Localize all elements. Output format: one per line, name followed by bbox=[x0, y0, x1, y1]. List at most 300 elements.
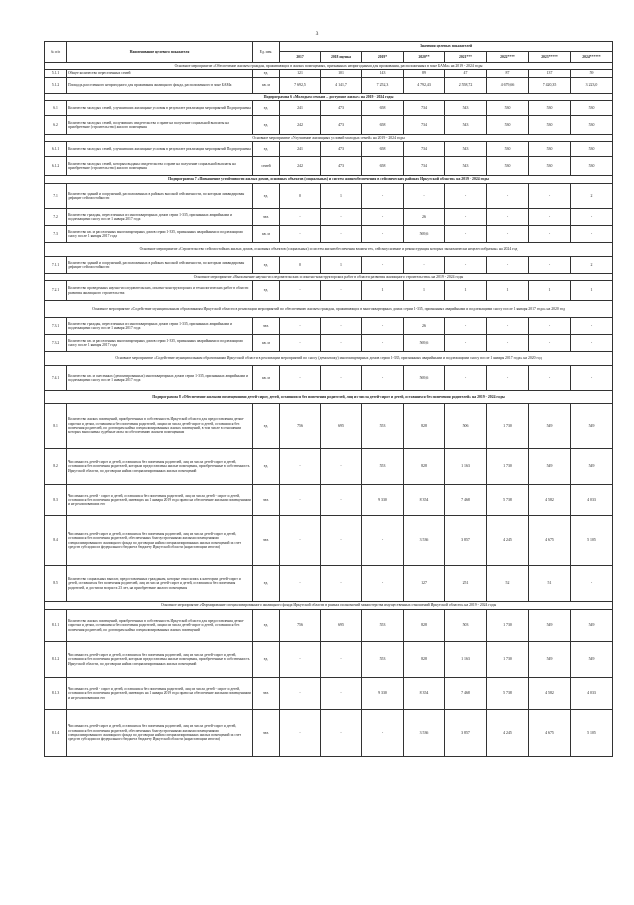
value-cell: - bbox=[362, 184, 404, 209]
value-cell: - bbox=[280, 485, 321, 516]
header-year: 2019* bbox=[362, 52, 404, 63]
value-cell: 4 675 bbox=[529, 516, 571, 566]
indicator-name: Количество жилых помещений, приобретенных в собственность Иркутской области для предоставления детям-сиротам и детям, оставшимся без попечения родителей, лицам из числа детей-сирот и детей, оставшихся без попечения родителей, по договорам найма специализированных жилых помещений bbox=[67, 610, 253, 642]
value-cell: 569,6 bbox=[404, 335, 445, 352]
value-cell: 734 bbox=[404, 142, 445, 157]
unit-cell: кв. м bbox=[253, 226, 280, 243]
indicator-name: Количество граждан, переселенных из многоквартирных домов серии 1-335, признанных аварийными и подлежащими сносу после 1 января 2017 года bbox=[67, 209, 253, 226]
value-cell: 242 bbox=[280, 116, 321, 135]
section-title: Основное мероприятие «Выполнение научно-исследовательских и опытно-конструкторских работ в области развития жилищного строительства» на 2019 - 2024 годы bbox=[45, 274, 613, 281]
unit-cell: ед. bbox=[253, 566, 280, 602]
row-number: 7.1 bbox=[45, 184, 67, 209]
subprogram-title: Подпрограмма 8 «Обеспечение жилыми помещениями детей-сирот, детей, оставшихся без попечения родителей, лиц из числа детей-сирот и детей, оставшихся без попечения родителей» на 2019 - 2024 годы bbox=[45, 391, 613, 404]
header-values: Значения целевых показателей bbox=[280, 42, 613, 52]
value-cell: - bbox=[529, 226, 571, 243]
table-row bbox=[45, 142, 613, 157]
table-row bbox=[45, 318, 613, 335]
value-cell: 506 bbox=[445, 404, 487, 449]
indicator-name: Количество кв. м расселенных многоквартирных домов серии 1-335, признанных аварийными и подлежащими сносу после 1 января 2017 года bbox=[67, 335, 253, 352]
value-cell: 1 bbox=[362, 281, 404, 301]
page-number: 3 bbox=[315, 31, 319, 37]
unit-cell: ед. bbox=[253, 610, 280, 642]
value-cell: 543 bbox=[445, 142, 487, 157]
value-cell: 3 857 bbox=[445, 516, 487, 566]
table-row bbox=[45, 209, 613, 226]
unit-cell: чел. bbox=[253, 209, 280, 226]
section-title: Основное мероприятие «Содействие муниципальным образованиям Иркутской области в реализации мероприятий по сносу (демонтажу) многоквартирных домов серии 1-335, признанных аварийными и подлежащими сносу после 1 января 2017 года» на 2020 год bbox=[45, 352, 613, 366]
value-cell: - bbox=[362, 366, 404, 391]
value-cell: - bbox=[280, 366, 321, 391]
section-title: Основное мероприятие «Улучшение жилищных условий молодых семей» на 2019 - 2024 годы bbox=[45, 135, 613, 142]
value-cell: 553 bbox=[362, 642, 404, 678]
value-cell: 5 105 bbox=[571, 516, 613, 566]
indicator-name: Количество граждан, переселенных из многоквартирных домов серии 1-335, признанных аварийными и подлежащими сносу после 1 января 2017 года bbox=[67, 318, 253, 335]
table-row bbox=[45, 516, 613, 566]
value-cell: 569,6 bbox=[404, 366, 445, 391]
value-cell: - bbox=[280, 335, 321, 352]
header-year: 2020** bbox=[404, 52, 445, 63]
value-cell: - bbox=[321, 710, 362, 757]
value-cell: 569,6 bbox=[404, 226, 445, 243]
row-number: 6.1.1 bbox=[45, 142, 67, 157]
table-row bbox=[45, 257, 613, 274]
indicator-name: Площадь расселенного непригодного для проживания жилищного фонда, расположенного в зоне БАМа bbox=[67, 78, 253, 94]
value-cell: - bbox=[445, 366, 487, 391]
value-cell: 530 bbox=[571, 116, 613, 135]
table-row bbox=[45, 710, 613, 757]
value-cell: 4 582 bbox=[529, 678, 571, 710]
row-number: 8.3 bbox=[45, 485, 67, 516]
value-cell: - bbox=[571, 566, 613, 602]
value-cell: 5 738 bbox=[487, 678, 529, 710]
value-cell: - bbox=[321, 449, 362, 485]
value-cell: - bbox=[487, 184, 529, 209]
table-row bbox=[45, 449, 613, 485]
section-row bbox=[45, 391, 613, 404]
unit-cell: семей bbox=[253, 157, 280, 176]
value-cell: 543 bbox=[445, 157, 487, 176]
value-cell: 503 bbox=[445, 610, 487, 642]
section-row bbox=[45, 352, 613, 366]
value-cell: - bbox=[487, 318, 529, 335]
indicator-name: Численность детей - сирот и детей, оставшихся без попечения родителей, лиц из числа детей - сирот и детей, оставшихся без попечения родителей, имеющих на 1 января 2019 года право на обеспечение жилыми помещениями и не реализовавших его bbox=[67, 485, 253, 516]
value-cell: - bbox=[529, 184, 571, 209]
value-cell: 0 bbox=[280, 257, 321, 274]
value-cell: 549 bbox=[571, 642, 613, 678]
header-year: 2022**** bbox=[487, 52, 529, 63]
value-cell: - bbox=[571, 209, 613, 226]
indicator-name: Численность детей - сирот и детей, оставшихся без попечения родителей, лиц из числа детей - сирот и детей, оставшихся без попечения родителей, имеющих на 1 января 2019 года право на обеспечение жилыми помещениями и не реализовавших его bbox=[67, 678, 253, 710]
unit-cell: чел. bbox=[253, 710, 280, 757]
value-cell: 473 bbox=[321, 142, 362, 157]
value-cell: 5 738 bbox=[487, 485, 529, 516]
value-cell: - bbox=[321, 226, 362, 243]
unit-cell: ед. bbox=[253, 449, 280, 485]
value-cell: - bbox=[280, 281, 321, 301]
value-cell: 143 bbox=[362, 70, 404, 78]
value-cell: 137 bbox=[529, 70, 571, 78]
value-cell: - bbox=[487, 209, 529, 226]
value-cell: 695 bbox=[321, 404, 362, 449]
indicator-name: Количество молодых семей, которым выданы свидетельства о праве на получение социальной выплаты на приобретение (строительство) жилого помещения bbox=[67, 157, 253, 176]
value-cell: 553 bbox=[362, 449, 404, 485]
value-cell: 1 bbox=[571, 281, 613, 301]
row-number: 8.4 bbox=[45, 516, 67, 566]
value-cell: - bbox=[280, 566, 321, 602]
row-number: 6.1.2 bbox=[45, 157, 67, 176]
value-cell: 1 730 bbox=[487, 404, 529, 449]
value-cell: 1 bbox=[445, 281, 487, 301]
row-number: 7.3.1 bbox=[45, 318, 67, 335]
table-row bbox=[45, 610, 613, 642]
value-cell: - bbox=[321, 209, 362, 226]
section-row bbox=[45, 274, 613, 281]
value-cell: - bbox=[404, 184, 445, 209]
value-cell: 473 bbox=[321, 116, 362, 135]
table-row bbox=[45, 485, 613, 516]
value-cell: - bbox=[321, 318, 362, 335]
value-cell: 4 792,43 bbox=[404, 78, 445, 94]
section-title: Основное мероприятие «Содействие муниципальным образованиям Иркутской области в реализации мероприятий по обеспечению жильем граждан, проживающих в многоквартирных домах серии 1-335, признанных аварийными и подлежащими сносу после 1 января 2017 года» на 2020 год bbox=[45, 301, 613, 318]
value-cell: - bbox=[529, 257, 571, 274]
section-row bbox=[45, 135, 613, 142]
value-cell: 734 bbox=[404, 116, 445, 135]
value-cell: - bbox=[362, 318, 404, 335]
value-cell: 241 bbox=[280, 101, 321, 116]
value-cell: 101 bbox=[321, 70, 362, 78]
unit-cell: ед. bbox=[253, 257, 280, 274]
value-cell: 8 354 bbox=[404, 485, 445, 516]
value-cell: 1 bbox=[487, 281, 529, 301]
value-cell: 26 bbox=[404, 318, 445, 335]
value-cell: 695 bbox=[321, 610, 362, 642]
value-cell: 7 252,3 bbox=[362, 78, 404, 94]
unit-cell: ед. bbox=[253, 281, 280, 301]
value-cell: 1 163 bbox=[445, 449, 487, 485]
value-cell: 1 bbox=[321, 257, 362, 274]
value-cell: 2 558,72 bbox=[445, 78, 487, 94]
value-cell: 549 bbox=[529, 404, 571, 449]
row-number: 8.1.4 bbox=[45, 710, 67, 757]
indicator-name: Количество зданий и сооружений, расположенных в районах высокой сейсмичности, по которым ликвидирован дефицит сейсмостойкости bbox=[67, 257, 253, 274]
value-cell: 2 bbox=[571, 184, 613, 209]
header-year: 2023***** bbox=[529, 52, 571, 63]
value-cell: 3 536 bbox=[404, 516, 445, 566]
table-row bbox=[45, 157, 613, 176]
row-number: 6.1 bbox=[45, 101, 67, 116]
row-number: 7.2.1 bbox=[45, 281, 67, 301]
value-cell: 543 bbox=[445, 101, 487, 116]
value-cell: 9 330 bbox=[362, 678, 404, 710]
unit-cell: ед. bbox=[253, 116, 280, 135]
value-cell: 4 582 bbox=[529, 485, 571, 516]
value-cell: 26 bbox=[404, 209, 445, 226]
value-cell: - bbox=[280, 209, 321, 226]
unit-cell: ед. bbox=[253, 70, 280, 78]
indicator-name: Общее количество переселенных семей bbox=[67, 70, 253, 78]
value-cell: - bbox=[571, 335, 613, 352]
value-cell: - bbox=[362, 566, 404, 602]
indicator-name: Количество кв. м снесенных (демонтированных) многоквартирных домов серии 1-335, признанных аварийными и подлежащими сносу после 1 января 2017 года bbox=[67, 366, 253, 391]
value-cell: 473 bbox=[321, 157, 362, 176]
value-cell: 51 bbox=[529, 566, 571, 602]
value-cell: - bbox=[529, 318, 571, 335]
section-row bbox=[45, 602, 613, 610]
unit-cell: чел. bbox=[253, 318, 280, 335]
table-row bbox=[45, 335, 613, 352]
value-cell: 734 bbox=[404, 157, 445, 176]
row-number: 8.2 bbox=[45, 449, 67, 485]
value-cell: 828 bbox=[404, 449, 445, 485]
value-cell: 530 bbox=[487, 142, 529, 157]
unit-cell: чел. bbox=[253, 678, 280, 710]
table-row bbox=[45, 70, 613, 78]
value-cell: - bbox=[404, 257, 445, 274]
value-cell: 734 bbox=[404, 101, 445, 116]
value-cell: 4 245 bbox=[487, 516, 529, 566]
table-row bbox=[45, 101, 613, 116]
value-cell: 7 692,5 bbox=[280, 78, 321, 94]
value-cell: - bbox=[487, 366, 529, 391]
value-cell: 0 bbox=[280, 184, 321, 209]
value-cell: 549 bbox=[571, 449, 613, 485]
value-cell: 828 bbox=[404, 404, 445, 449]
value-cell: - bbox=[487, 335, 529, 352]
indicator-name: Численность детей-сирот и детей, оставшихся без попечения родителей, лиц из числа детей-сирот и детей, оставшихся без попечения родителей, которым предоставлены жилые помещения, приобретенные в собственность Иркутской области, по договорам найма специализированных жилых помещений bbox=[67, 449, 253, 485]
value-cell: 1 730 bbox=[487, 449, 529, 485]
indicator-name: Количество молодых семей, улучшивших жилищные условия в результате реализации мероприятий Подпрограммы bbox=[67, 101, 253, 116]
value-cell: 4 033 bbox=[571, 678, 613, 710]
value-cell: - bbox=[529, 335, 571, 352]
value-cell: 4 675 bbox=[529, 710, 571, 757]
value-cell: - bbox=[529, 209, 571, 226]
value-cell: - bbox=[362, 209, 404, 226]
indicator-name: Численность детей-сирот и детей, оставшихся без попечения родителей, лиц из числа детей-сирот и детей, оставшихся без попечения родителей, обеспеченных благоустроенными жилыми помещениями специализированного жилищного фонда по договорам найма специализированных жилых помещений за счет средств субсидии из федерального бюджета бюджету Иркутской области (нарастающим итогом) bbox=[67, 710, 253, 757]
value-cell: - bbox=[487, 226, 529, 243]
value-cell: 7 468 bbox=[445, 485, 487, 516]
row-number: 7.2 bbox=[45, 209, 67, 226]
row-number: 8.5 bbox=[45, 566, 67, 602]
row-number: 8.1.2 bbox=[45, 642, 67, 678]
value-cell: 530 bbox=[487, 116, 529, 135]
table-row bbox=[45, 566, 613, 602]
value-cell: 5 105 bbox=[571, 710, 613, 757]
section-row bbox=[45, 63, 613, 70]
value-cell: 9 330 bbox=[362, 485, 404, 516]
unit-cell: ед. bbox=[253, 642, 280, 678]
value-cell: 251 bbox=[445, 566, 487, 602]
section-title: Основное мероприятие «Обеспечение жильем граждан, проживающих в жилых помещениях, признанных непригодными для проживания, расположенных в зоне БАМа» на 2019 - 2024 годы bbox=[45, 63, 613, 70]
value-cell: - bbox=[571, 366, 613, 391]
subprogram-title: Подпрограмма 7 «Повышение устойчивости жилых домов, основных объектов (социальных) и систем жизнеобеспечения в сейсмических районах Иркутской области» на 2019 - 2024 годы bbox=[45, 176, 613, 184]
unit-cell: кв. м bbox=[253, 366, 280, 391]
table-row bbox=[45, 678, 613, 710]
value-cell: 553 bbox=[362, 404, 404, 449]
value-cell: 549 bbox=[529, 642, 571, 678]
value-cell: 549 bbox=[529, 449, 571, 485]
value-cell: 530 bbox=[529, 116, 571, 135]
value-cell: 828 bbox=[404, 642, 445, 678]
value-cell: 549 bbox=[529, 610, 571, 642]
indicator-name: Количество кв. м расселенных многоквартирных домов серии 1-335, признанных аварийными и подлежащими сносу после 1 января 2017 года bbox=[67, 226, 253, 243]
value-cell: 658 bbox=[362, 116, 404, 135]
value-cell: 127 bbox=[404, 566, 445, 602]
value-cell: - bbox=[280, 318, 321, 335]
value-cell: 530 bbox=[529, 101, 571, 116]
value-cell: 1 163 bbox=[445, 642, 487, 678]
section-row bbox=[45, 176, 613, 184]
value-cell: 530 bbox=[529, 157, 571, 176]
value-cell: 530 bbox=[487, 157, 529, 176]
value-cell: 549 bbox=[571, 404, 613, 449]
value-cell: 530 bbox=[487, 101, 529, 116]
value-cell: - bbox=[362, 335, 404, 352]
value-cell: - bbox=[321, 566, 362, 602]
header-num: № п/п bbox=[45, 42, 67, 63]
value-cell: 241 bbox=[280, 142, 321, 157]
value-cell: - bbox=[321, 642, 362, 678]
table-row bbox=[45, 184, 613, 209]
header-year: 2024****** bbox=[571, 52, 613, 63]
indicator-name: Количество проведенных научно-исследовательских, опытно-конструкторских и технологических работ в области развития жилищного строительства bbox=[67, 281, 253, 301]
header-row-1 bbox=[45, 42, 613, 52]
value-cell: 3 223,0 bbox=[571, 78, 613, 94]
indicator-name: Количество зданий и сооружений, расположенных в районах высокой сейсмичности, по которым ликвидирован дефицит сейсмостойкости bbox=[67, 184, 253, 209]
value-cell: - bbox=[280, 642, 321, 678]
value-cell: - bbox=[280, 449, 321, 485]
section-row bbox=[45, 94, 613, 101]
header-name: Наименование целевого показателя bbox=[67, 42, 253, 63]
unit-cell: ед. bbox=[253, 142, 280, 157]
value-cell: 7 420,35 bbox=[529, 78, 571, 94]
value-cell: 1 bbox=[321, 184, 362, 209]
value-cell: 8 354 bbox=[404, 678, 445, 710]
unit-cell: ед. bbox=[253, 184, 280, 209]
value-cell: 658 bbox=[362, 157, 404, 176]
indicator-name: Количество молодых семей, получивших свидетельства о праве на получение социальной выплаты на приобретение (строительство) жилого помещения bbox=[67, 116, 253, 135]
value-cell: - bbox=[321, 281, 362, 301]
value-cell: - bbox=[445, 335, 487, 352]
indicator-name: Количество социальных выплат, предоставленных гражданам, которые относились к категории детей-сирот и детей, оставшихся без попечения родителей, лиц из числа детей-сирот и детей, оставшихся без попечения родителей, и достигли возраста 23 лет, на приобретение жилого помещения bbox=[67, 566, 253, 602]
section-title: Основное мероприятие «Строительство сейсмостойких жилых домов, основных объектов (социальных) и систем жизнеобеспечения взамен тех, сейсмоусиление и реконструкция которых экономически нецелесообразны» на 2024 год bbox=[45, 243, 613, 257]
value-cell: - bbox=[445, 257, 487, 274]
value-cell: 530 bbox=[571, 157, 613, 176]
value-cell: 89 bbox=[404, 70, 445, 78]
value-cell: 121 bbox=[280, 70, 321, 78]
value-cell: 242 bbox=[280, 157, 321, 176]
row-number: 7.1.1 bbox=[45, 257, 67, 274]
value-cell: - bbox=[445, 226, 487, 243]
value-cell: - bbox=[362, 257, 404, 274]
table-row bbox=[45, 226, 613, 243]
value-cell: 530 bbox=[529, 142, 571, 157]
row-number: 8.1 bbox=[45, 404, 67, 449]
value-cell: 1 bbox=[529, 281, 571, 301]
value-cell: - bbox=[321, 485, 362, 516]
value-cell: - bbox=[321, 366, 362, 391]
row-number: 7.4.1 bbox=[45, 366, 67, 391]
row-number: 5.1.2 bbox=[45, 78, 67, 94]
header-year: 2021*** bbox=[445, 52, 487, 63]
value-cell: 2 bbox=[571, 257, 613, 274]
row-number: 5.1.1 bbox=[45, 70, 67, 78]
value-cell: - bbox=[280, 226, 321, 243]
value-cell: 756 bbox=[280, 404, 321, 449]
value-cell: - bbox=[321, 678, 362, 710]
unit-cell: ед. bbox=[253, 404, 280, 449]
value-cell: - bbox=[571, 318, 613, 335]
value-cell: 87 bbox=[487, 70, 529, 78]
value-cell: 3 857 bbox=[445, 710, 487, 757]
value-cell: - bbox=[362, 516, 404, 566]
value-cell: 543 bbox=[445, 116, 487, 135]
value-cell: 1 730 bbox=[487, 610, 529, 642]
unit-cell: ед. bbox=[253, 101, 280, 116]
unit-cell: кв. м bbox=[253, 335, 280, 352]
indicator-name: Численность детей-сирот и детей, оставшихся без попечения родителей, лиц из числа детей-сирот и детей, оставшихся без попечения родителей, обеспеченных благоустроенными жилыми помещениями специализированного жилищного фонда по договорам найма специализированных жилых помещений за счет средств субсидии из федерального бюджета бюджету Иркутской области (нарастающим итогом) bbox=[67, 516, 253, 566]
value-cell: - bbox=[280, 710, 321, 757]
value-cell: 7 468 bbox=[445, 678, 487, 710]
table-row bbox=[45, 404, 613, 449]
table-row bbox=[45, 642, 613, 678]
indicator-name: Численность детей-сирот и детей, оставшихся без попечения родителей, лиц из числа детей-сирот и детей, оставшихся без попечения родителей, которым предоставлены жилые помещения, приобретенные в собственность Иркутской области, по договорам найма специализированных жилых помещений bbox=[67, 642, 253, 678]
subprogram-title: Подпрограмма 6 «Молодым семьям – доступное жилье» на 2019 - 2024 годы bbox=[45, 94, 613, 101]
row-number: 6.2 bbox=[45, 116, 67, 135]
value-cell: 52 bbox=[487, 566, 529, 602]
table-row bbox=[45, 281, 613, 301]
header-year: 2017 bbox=[280, 52, 321, 63]
section-row bbox=[45, 301, 613, 318]
indicator-name: Количество жилых помещений, приобретенных в собственность Иркутской области для предоставления детям-сиротам и детям, оставшимся без попечения родителей, лицам из числа детей-сирот и детей, оставшихся без попечения родителей, по договорам найма специализированных жилых помещений, в том числе в отношении которых выполнены судебные акты по обеспечению жильем помещениям bbox=[67, 404, 253, 449]
value-cell: - bbox=[362, 226, 404, 243]
value-cell: 3 536 bbox=[404, 710, 445, 757]
table-row bbox=[45, 116, 613, 135]
value-cell: 756 bbox=[280, 610, 321, 642]
value-cell: - bbox=[571, 226, 613, 243]
table-row bbox=[45, 78, 613, 94]
unit-cell: кв. м bbox=[253, 78, 280, 94]
row-number: 8.1.3 bbox=[45, 678, 67, 710]
indicators-table bbox=[44, 41, 613, 757]
section-row bbox=[45, 243, 613, 257]
value-cell: 1 730 bbox=[487, 642, 529, 678]
value-cell: 658 bbox=[362, 142, 404, 157]
value-cell: 4 033 bbox=[571, 485, 613, 516]
table-row bbox=[45, 366, 613, 391]
value-cell: - bbox=[445, 209, 487, 226]
header-unit: Ед. изм. bbox=[253, 42, 280, 63]
value-cell: 4 141,7 bbox=[321, 78, 362, 94]
value-cell: 530 bbox=[571, 101, 613, 116]
value-cell: - bbox=[321, 335, 362, 352]
value-cell: - bbox=[280, 516, 321, 566]
value-cell: 658 bbox=[362, 101, 404, 116]
value-cell: 549 bbox=[571, 610, 613, 642]
value-cell: 828 bbox=[404, 610, 445, 642]
value-cell: 553 bbox=[362, 610, 404, 642]
value-cell: - bbox=[445, 318, 487, 335]
value-cell: 4 679,66 bbox=[487, 78, 529, 94]
row-number: 8.1.1 bbox=[45, 610, 67, 642]
row-number: 7.3.2 bbox=[45, 335, 67, 352]
value-cell: - bbox=[487, 257, 529, 274]
value-cell: - bbox=[529, 366, 571, 391]
header-year: 2018 оценка bbox=[321, 52, 362, 63]
value-cell: 473 bbox=[321, 101, 362, 116]
indicator-name: Количество молодых семей, улучшивших жилищные условия в результате реализации мероприятий Подпрограммы bbox=[67, 142, 253, 157]
value-cell: - bbox=[321, 516, 362, 566]
value-cell: - bbox=[280, 678, 321, 710]
